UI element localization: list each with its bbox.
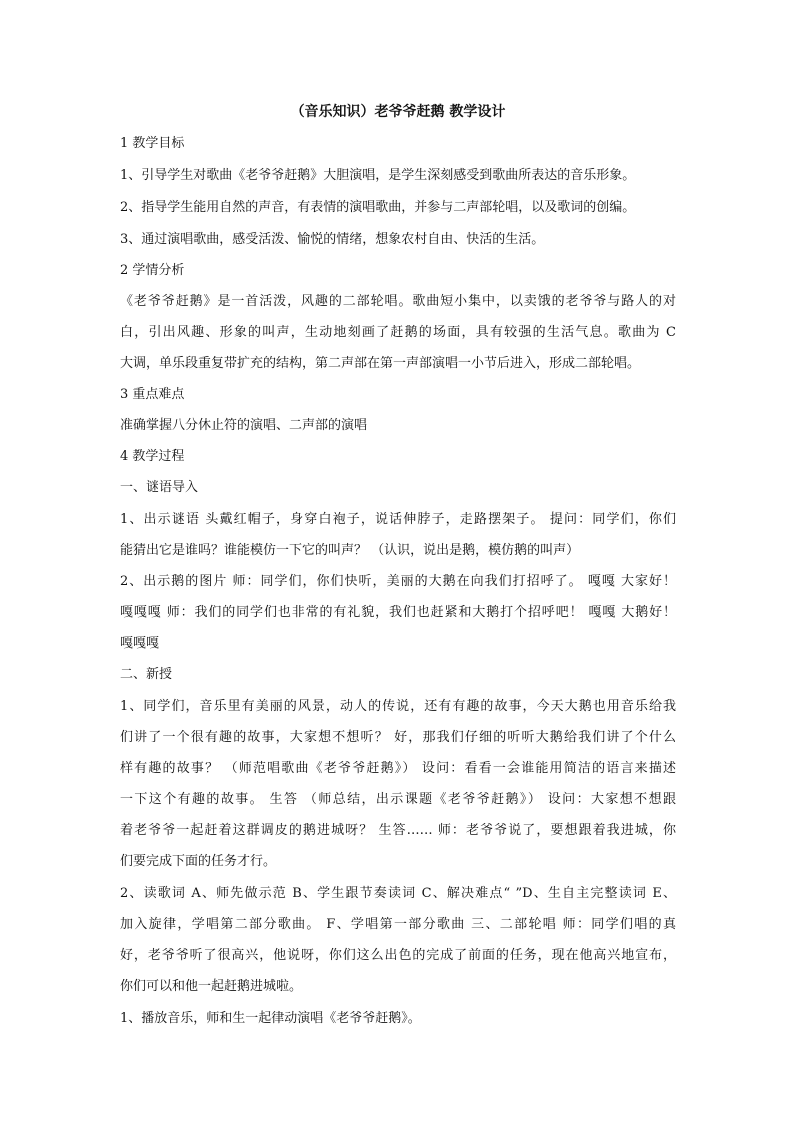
paragraph-line: 嘎嘎嘎: [120, 636, 160, 651]
paragraph-line: 1、同学们，音乐里有美丽的风景，动人的传说，还有有趣的故事，今天大鹅也用音乐给我: [120, 699, 676, 714]
paragraph-line: 2、读歌词 A、师先做示范 B、学生跟节奏读词 C、解决难点“ ”D、生自主完整读词 E、: [120, 886, 676, 901]
paragraph-line: 1、引导学生对歌曲《老爷爷赶鹅》大胆演唱，是学生深刻感受到歌曲所表达的音乐形象。: [120, 168, 636, 183]
paragraph-line: 准确掌握八分休止符的演唱、二声部的演唱: [120, 418, 368, 433]
section-heading-analysis: 2 学情分析: [120, 263, 185, 278]
paragraph-line: 能猜出它是谁吗？谁能模仿一下它的叫声？ （认识，说出是鹅，模仿鹅的叫声）: [120, 543, 580, 558]
paragraph-line: 1、播放音乐，师和生一起律动演唱《老爷爷赶鹅》。: [120, 1011, 421, 1026]
paragraph-line: 一下这个有趣的故事。 生答 （师总结，出示课题《老爷爷赶鹅》） 设问：大家想不想跟: [120, 792, 676, 807]
paragraph-line: 样有趣的故事？ （师范唱歌曲《老爷爷赶鹅》） 设问：看看一会谁能用简洁的语言来描述: [120, 761, 676, 776]
paragraph-line: 们讲了一个很有趣的故事，大家想不想听？ 好，那我们仔细的听听大鹅给我们讲了个什么: [120, 730, 676, 745]
paragraph-line: 《老爷爷赶鹅》是一首活泼，风趣的二部轮唱。歌曲短小集中，以卖饿的老爷爷与路人的对: [120, 294, 676, 309]
document-title: （音乐知识）老爷爷赶鹅 教学设计: [290, 104, 506, 120]
paragraph-line: 白，引出风趣、形象的叫声，生动地刻画了赶鹅的场面，具有较强的生活气息。歌曲为 C: [120, 325, 676, 340]
section-heading-key-points: 3 重点难点: [120, 387, 185, 402]
paragraph-line: 3、通过演唱歌曲，感受活泼、愉悦的情绪，想象农村自由、快活的生活。: [120, 232, 545, 247]
paragraph-line: 嘎嘎嘎 师：我们的同学们也非常的有礼貌，我们也赶紧和大鹅打个招呼吧！ 嘎嘎 大鹅好！: [120, 605, 676, 620]
paragraph-line: 加入旋律，学唱第二部分歌曲。 F、学唱第一部分歌曲 三、二部轮唱 师：同学们唱的真: [120, 917, 676, 932]
paragraph-line: 着老爷爷一起赶着这群调皮的鹅进城呀？ 生答…… 师：老爷爷说了，要想跟着我进城，你: [120, 823, 676, 838]
paragraph-line: 们要完成下面的任务才行。: [120, 854, 277, 869]
paragraph-line: 2、出示鹅的图片 师：同学们，你们快听，美丽的大鹅在向我们打招呼了。 嘎嘎 大家好！: [120, 574, 676, 589]
paragraph-line: 好，老爷爷听了很高兴，他说呀，你们这么出色的完成了前面的任务，现在他高兴地宣布，: [120, 948, 676, 963]
paragraph-line: 1、出示谜语 头戴红帽子，身穿白袍子，说话伸脖子，走路摆架子。 提问：同学们，你们: [120, 512, 676, 527]
subsection-heading-riddle: 一、谜语导入: [120, 480, 199, 495]
section-heading-process: 4 教学过程: [120, 449, 185, 464]
subsection-heading-new-lesson: 二、新授: [120, 667, 173, 682]
paragraph-line: 你们可以和他一起赶鹅进城啦。: [120, 979, 303, 994]
paragraph-line: 2、指导学生能用自然的声音，有表情的演唱歌曲，并参与二声部轮唱，以及歌词的创编。: [120, 200, 636, 215]
paragraph-line: 大调，单乐段重复带扩充的结构，第二声部在第一声部演唱一小节后进入，形成二部轮唱。: [120, 356, 641, 371]
section-heading-objectives: 1 教学目标: [120, 136, 185, 151]
